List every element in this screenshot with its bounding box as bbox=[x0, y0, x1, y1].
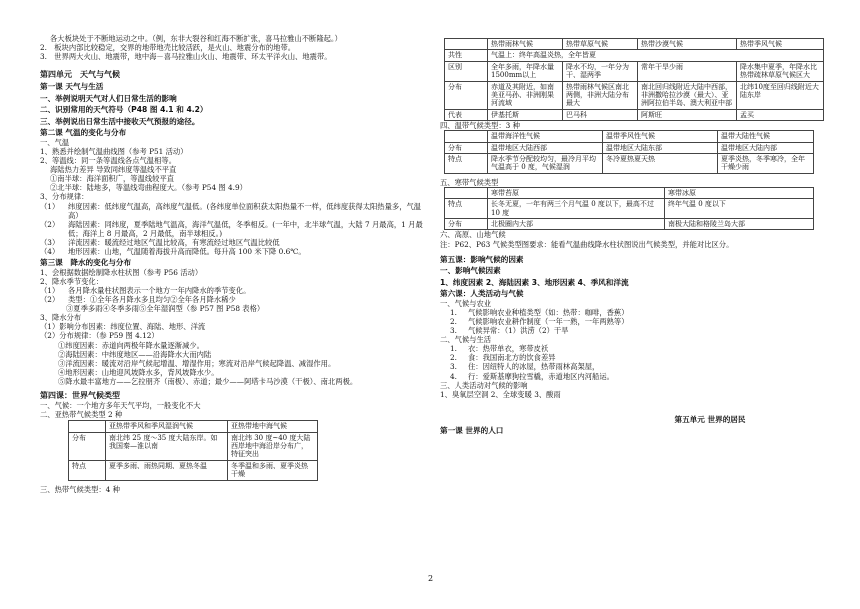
table-cell: 分布 bbox=[69, 432, 106, 460]
table-row bbox=[445, 50, 824, 61]
table-cell bbox=[69, 421, 106, 432]
table-cell bbox=[445, 39, 488, 50]
unit-title: 第四单元 天气与气候 bbox=[40, 70, 120, 80]
item-text: 洋流因素：暖流经过地区气温比较高，有寒流经过地区气温比较低 bbox=[68, 237, 280, 247]
table-cell: 分布 bbox=[445, 142, 488, 153]
table-cell: 巴马科 bbox=[563, 109, 638, 120]
distribution-item bbox=[40, 247, 432, 256]
item-text: 食：我国南北方的饮食差异 bbox=[468, 353, 556, 363]
human-line: 三、人类活动对气候的影响 bbox=[440, 380, 528, 390]
item-num: 2. bbox=[450, 316, 457, 326]
table-cell: 降水季节分配较均匀，最冷月平均气温高于 0 度，气候湿润 bbox=[488, 154, 603, 174]
table-cell: 分布 bbox=[445, 81, 488, 109]
table-cell: 温带地区大陆东部 bbox=[603, 142, 718, 153]
table-cell: 特点 bbox=[445, 154, 488, 174]
lesson3-title: 第三课 降水的变化与分布 bbox=[40, 258, 132, 268]
intro-line-1: 各大板块处于不断地运动之中。（例，东非大裂谷和红海不断扩张，喜马拉雅山不断隆起。） bbox=[50, 34, 342, 43]
tropical-title: 三、热带气候类型：4 种 bbox=[40, 484, 120, 494]
table-cell: 特点 bbox=[445, 199, 488, 219]
left-column bbox=[40, 34, 432, 494]
table-cell bbox=[445, 131, 488, 142]
dist-title: 3、降水分布 bbox=[40, 313, 82, 323]
table-cell: 温带大陆性气候 bbox=[718, 131, 814, 142]
life-item bbox=[440, 372, 830, 381]
dist-line: （1）影响分布因素：纬度位置、海陆、地形、洋流 bbox=[40, 322, 206, 332]
cold-title: 五、寒带气候类型 bbox=[440, 177, 499, 187]
table-cell: 降水不均，一年分为干、湿两季 bbox=[563, 61, 638, 81]
lesson2-line: 一、气温 bbox=[40, 137, 70, 147]
item-text: 行：爱斯基摩狗拉雪橇，赤道地区内河船运。 bbox=[468, 371, 614, 381]
item-num: 3. bbox=[450, 325, 457, 335]
table-cell bbox=[445, 187, 488, 198]
item-text: 海陆因素：同纬度，夏季陆地气温高，海洋气温低，冬季相反。(一年中，北半球气温，大陆 7 月最高，1 月最低；海洋上 8 月最高，2 月最低，南半球相反。) bbox=[68, 219, 423, 238]
subtropical-table bbox=[68, 420, 318, 480]
table-row bbox=[445, 61, 824, 81]
life-item bbox=[440, 344, 830, 353]
table-row bbox=[445, 199, 814, 219]
life-title: 二、气候与生活 bbox=[440, 335, 492, 345]
lesson6-line: 一、气候与农业 bbox=[440, 298, 492, 308]
table-cell: 长冬无夏，一年有两三个月气温 0 度以下，最高不过 10 度 bbox=[488, 199, 665, 219]
table-row bbox=[445, 219, 814, 230]
intro-line-3: 3. 世界两大火山、地震带，地中海－喜马拉雅山火山、地震带、环太平洋火山、地震带。 bbox=[40, 52, 332, 62]
item-num: （2） bbox=[40, 294, 60, 304]
season-item bbox=[40, 286, 432, 295]
agri-item bbox=[440, 326, 830, 335]
lesson1-point-3: 三、举例说出日常生活中接收天气预报的途径。 bbox=[40, 116, 200, 126]
dist-factor: ①纬度因素：赤道向两极年降水量逐渐减少。 bbox=[58, 340, 204, 350]
table-cell: 南北回归线附近大陆中西部，非洲撒哈拉沙漠（最大）、亚洲阿拉伯半岛、澳大利亚中部 bbox=[638, 81, 737, 109]
table-cell: 亚热带地中海气候 bbox=[228, 421, 318, 432]
table-cell: 寒带冰原 bbox=[665, 187, 814, 198]
table-row bbox=[445, 142, 814, 153]
dist-factor: ③洋流因素：暖流对沿岸气候起增温、增湿作用；寒流对沿岸气候起降温、减湿作用。 bbox=[58, 358, 336, 368]
table-cell: 孟买 bbox=[737, 109, 824, 120]
lesson2-line: 2、等温线：同一条等温线各点气温相等。 bbox=[40, 155, 176, 165]
agri-item bbox=[440, 317, 830, 326]
item-text: 地形因素：山地，气温随着海拔升高而降低。每升高 100 米下降 0.6℃。 bbox=[68, 247, 306, 257]
table-cell: 寒带苔原 bbox=[488, 187, 665, 198]
item-num: 1. bbox=[450, 307, 457, 317]
table-row bbox=[69, 432, 318, 460]
item-num: （4） bbox=[40, 247, 60, 257]
life-item bbox=[440, 362, 830, 371]
lesson2-line: 3、分布规律： bbox=[40, 192, 89, 202]
life-item bbox=[440, 353, 830, 362]
table-cell: 温带海洋性气候 bbox=[488, 131, 603, 142]
table-row bbox=[69, 460, 318, 480]
table-cell: 南北纬 25 度～35 度大陆东岸。如我国秦—淮以南 bbox=[106, 432, 228, 460]
lesson1-point-1: 一、举例说明天气对人们日常生活的影响 bbox=[40, 93, 177, 103]
table-cell: 常年干旱少雨 bbox=[638, 61, 737, 81]
table-cell: 南北纬 30 度~40 度大陆西岸地中海沿岸分布广，特征突出 bbox=[228, 432, 318, 460]
item-text: 气候影响农业耕作制度（一年一熟，一年两熟等） bbox=[468, 316, 629, 326]
table-cell: 共性 bbox=[445, 50, 488, 61]
dist-line: （2）分布规律：（参 P59 图 4.12） bbox=[40, 331, 159, 341]
lesson5-title: 第五课：影响气候的因素 bbox=[440, 254, 524, 264]
cold-table bbox=[444, 187, 814, 231]
lesson2-line: ②北半球：陆地多，等温线弯曲程度大。（参考 P54 图 4.9） bbox=[50, 183, 247, 193]
table-cell: 热带雨林气候区南北两侧，非洲大陆分布最大 bbox=[563, 81, 638, 109]
table-cell: 降水集中夏季，年降水比热带疏林草原气候区大 bbox=[737, 61, 824, 81]
table-cell: 南极大陆和格陵兰岛大部 bbox=[665, 219, 814, 230]
after-line: 注：P62、P63 气候类型图要求：能看气温曲线降水柱状图说出气候类型，并能对比区分。 bbox=[440, 239, 734, 249]
lesson2-title: 第二课 气温的变化与分布 bbox=[40, 128, 127, 138]
table-row bbox=[445, 39, 824, 50]
table-cell: 特点 bbox=[69, 460, 106, 480]
item-num: （2） bbox=[40, 219, 60, 229]
lesson6-title: 第六课：人类活动与气候 bbox=[440, 289, 524, 299]
table-cell: 冬季温和多雨、夏季炎热干燥 bbox=[228, 460, 318, 480]
dist-factor: ②海陆因素：中纬度地区——沿海降水大而内陆 bbox=[58, 349, 212, 359]
table-cell: 区别 bbox=[445, 61, 488, 81]
table-cell: 热带季风气候 bbox=[737, 39, 824, 50]
table-row bbox=[445, 131, 814, 142]
item-num: （1） bbox=[40, 285, 60, 295]
item-text: 住：因纽特人的冰屋，热带雨林高架屋， bbox=[468, 362, 600, 372]
table-cell: 北极圈内大部 bbox=[488, 219, 665, 230]
table-cell: 亚热带季风和季风湿润气候 bbox=[106, 421, 228, 432]
lesson2-line: 海陆热力差异 导致同纬度等温线不平直 bbox=[50, 165, 177, 175]
agri-item bbox=[440, 308, 830, 317]
lesson1-title: 第一课 天气与生活 bbox=[40, 82, 104, 92]
after-line: 六、高原、山地气候 bbox=[440, 230, 506, 240]
page-number: 2 bbox=[428, 574, 434, 583]
dist-factor: ④地形因素：山地迎风坡降水多，背风坡降水少。 bbox=[58, 367, 219, 377]
lesson4-line: 一、气候：一个地方多年天气平均，一般变化不大 bbox=[40, 401, 201, 411]
lesson5-line: 一、影响气候因素 bbox=[440, 266, 501, 276]
season-extra: ③夏季多雨④冬季多雨⑤全年湿润型（参 P57 图 P58 表格） bbox=[66, 304, 265, 314]
table-cell: 热带雨林气候 bbox=[488, 39, 563, 50]
tropical-table bbox=[444, 38, 824, 121]
lesson2-line: 1、熟悉并绘制气温曲线图（参考 P51 活动） bbox=[40, 146, 188, 156]
temperate-table bbox=[444, 130, 814, 174]
table-cell: 阿斯旺 bbox=[638, 109, 737, 120]
table-cell: 代表 bbox=[445, 109, 488, 120]
table-cell: 温带季风性气候 bbox=[603, 131, 718, 142]
item-num: 2. bbox=[450, 353, 457, 363]
distribution-item bbox=[40, 238, 432, 247]
lesson5-line: 1、纬度因素 2、海陆因素 3、地形因素 4、季风和洋流 bbox=[440, 277, 629, 287]
lesson4-line: 二、亚热带气候类型 2 种 bbox=[40, 410, 123, 420]
table-cell: 夏季炎热，冬季寒冷，全年干燥少雨 bbox=[718, 154, 814, 174]
lesson1-point-2: 二、识别常用的天气符号（P48 图 4.1 和 4.2） bbox=[40, 105, 208, 115]
item-text: 气候影响农业种植类型（如：热带：咖啡，香蕉） bbox=[468, 307, 629, 317]
item-text: 各月降水量柱状图表示一个地方一年内降水的季节变化。 bbox=[68, 285, 251, 295]
table-cell: 温带地区大陆西部 bbox=[488, 142, 603, 153]
item-text: 纬度因素：低纬度气温高，高纬度气温低。(各纬度单位面积获太阳热量不一样，低纬度获得太阳热量多，气温高） bbox=[68, 201, 422, 220]
table-cell: 热带沙漠气候 bbox=[638, 39, 737, 50]
item-text: 类型：①全年各月降水多且均匀②全年各月降水稀少 bbox=[68, 294, 236, 304]
table-cell: 全年多雨，年降水量1500mm以上 bbox=[488, 61, 563, 81]
unit5-title: 第五单元 世界的居民 bbox=[674, 414, 746, 424]
lesson3-line: 2、降水季节变化： bbox=[40, 276, 104, 286]
item-num: 1. bbox=[450, 344, 457, 354]
table-row bbox=[69, 421, 318, 432]
temperate-title: 四、温带气候类型：3 种 bbox=[440, 121, 520, 131]
lesson4-title: 第四课：世界气候类型 bbox=[40, 391, 120, 401]
table-cell: 夏季多雨、雨热同期、夏热冬温 bbox=[106, 460, 228, 480]
table-cell: 冬冷夏热夏天热 bbox=[603, 154, 718, 174]
table-cell: 北纬10度至回归线附近大陆东岸 bbox=[737, 81, 824, 109]
table-cell: 终年气温 0 度以下 bbox=[665, 199, 814, 219]
table-cell: 热带草原气候 bbox=[563, 39, 638, 50]
item-text: 气候异常：（1）洪涝（2）干旱 bbox=[468, 325, 569, 335]
table-cell: 伊基托斯 bbox=[488, 109, 563, 120]
intro-line-2: 2. 板块内部比较稳定，交界的地带地壳比较活跃，是火山、地震分布的地带。 bbox=[40, 43, 296, 53]
table-row bbox=[445, 154, 814, 174]
item-num: （1） bbox=[40, 201, 60, 211]
right-column bbox=[440, 38, 830, 436]
item-num: 4. bbox=[450, 371, 457, 381]
lesson3-line: 1、会根据数据绘制降水柱状图（参考 P56 活动） bbox=[40, 267, 203, 277]
human-line: 1、臭氧层空洞 2、全球变暖 3、酸雨 bbox=[440, 389, 561, 399]
table-cell: 分布 bbox=[445, 219, 488, 230]
lesson2-line: ①南半球：海洋面积广，等温线较平直 bbox=[50, 174, 175, 184]
dist-factor: ⑤降水最丰富地方——乞拉朋齐（南极）、赤道；最少——阿塔卡马沙漠（干极）、南北两极。 bbox=[58, 376, 358, 386]
table-cell: 温带地区大陆内部 bbox=[718, 142, 814, 153]
table-cell: 赤道及其附近，如南美亚马孙、非洲刚果河流域 bbox=[488, 81, 563, 109]
table-row bbox=[445, 109, 824, 120]
distribution-item bbox=[40, 220, 432, 238]
table-row bbox=[445, 187, 814, 198]
unit5-lesson1: 第一课 世界的人口 bbox=[440, 426, 504, 436]
item-text: 衣：热带单衣，寒带皮袄 bbox=[468, 344, 549, 354]
table-cell: 气温上：终年高温炎热，全年皆夏 bbox=[488, 50, 824, 61]
item-num: 3. bbox=[450, 362, 457, 372]
distribution-item bbox=[40, 202, 432, 220]
item-num: （3） bbox=[40, 237, 60, 247]
season-item bbox=[40, 295, 432, 304]
table-row bbox=[445, 81, 824, 109]
